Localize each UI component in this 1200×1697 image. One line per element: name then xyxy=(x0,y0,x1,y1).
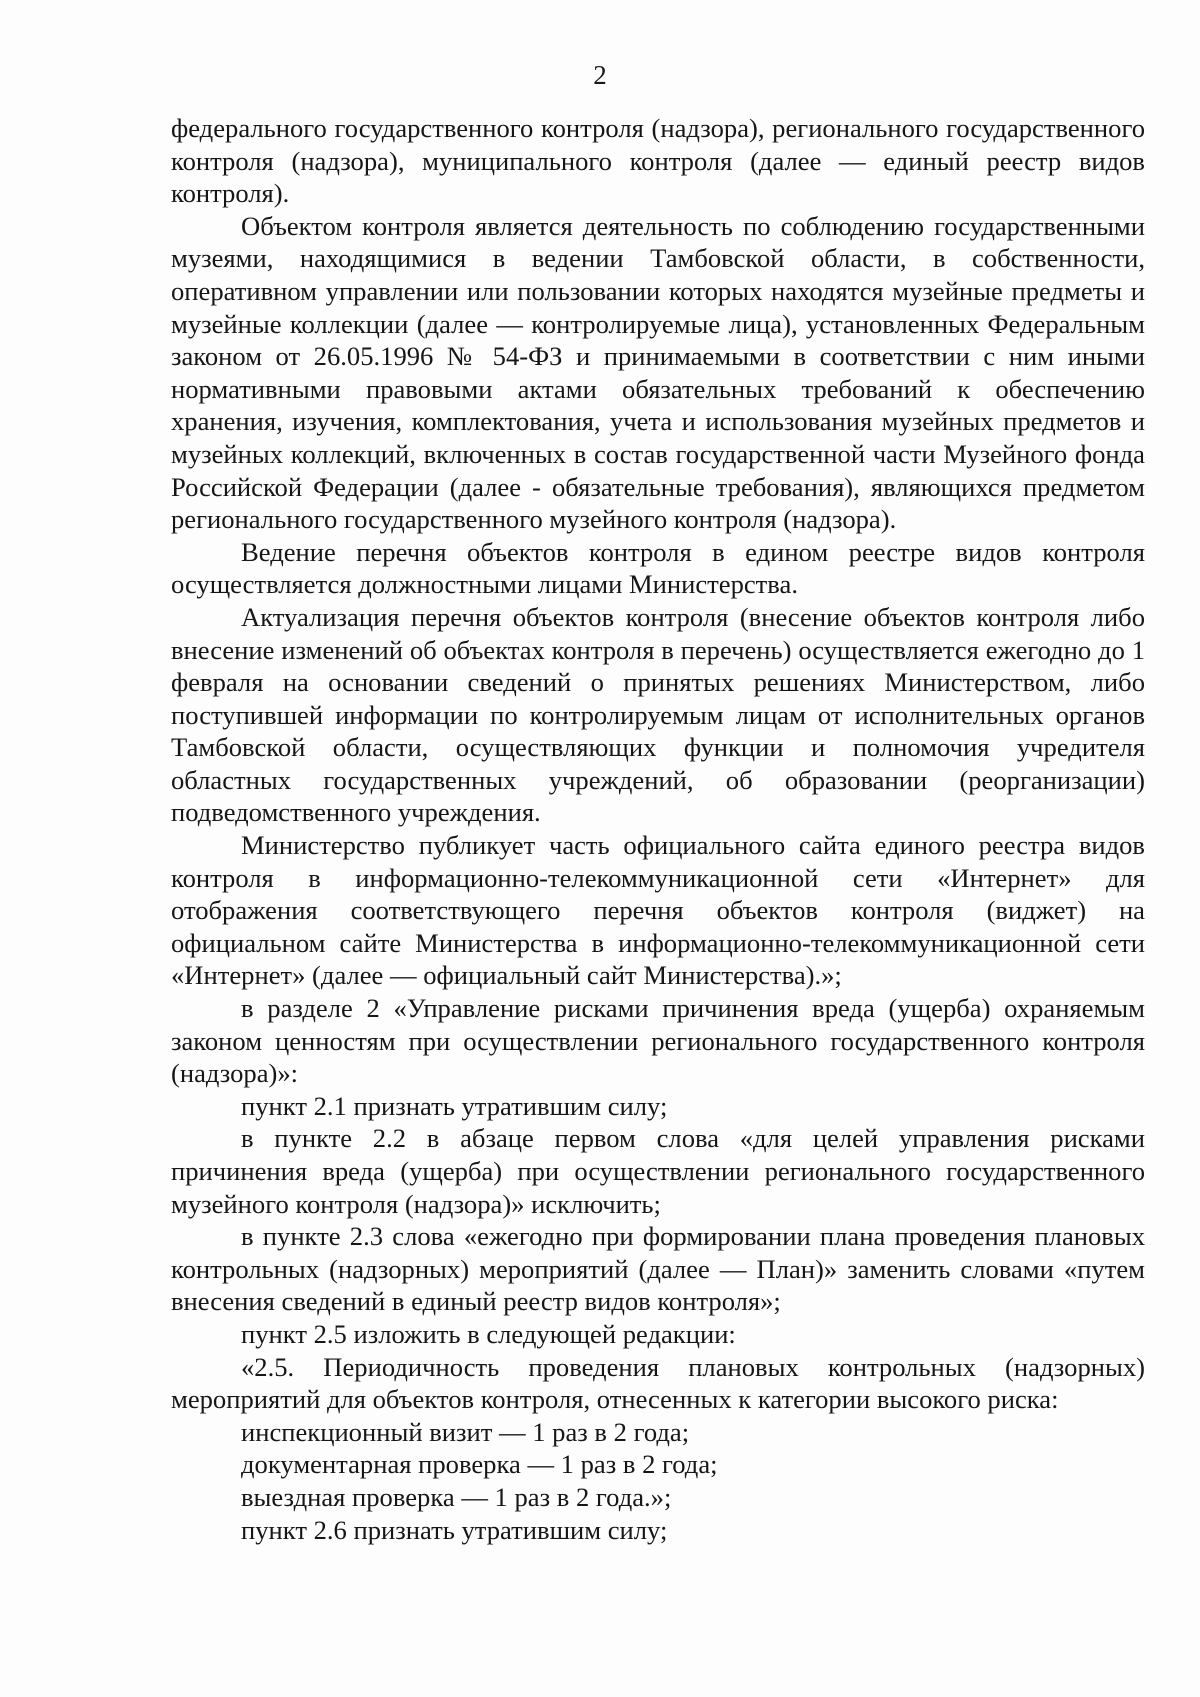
paragraph-section-2: в разделе 2 «Управление рисками причинения вреда (ущерба) охраняемым законом ценностям при осуществлении регионального государственного контроля (надзора)»: xyxy=(171,993,1145,1089)
paragraph-control-object: Объектом контроля является деятельность по соблюдению государственными музеями, находящимися в ведении Тамбовской области, в собственности, оперативном управлении или пользовании которых находятся музейные предметы и музейные коллекции (далее — контролируемые лица), установленных Федеральным законом от 26.05.1996 № 54-ФЗ и принимаемыми в соответствии с ним иными нормативными правовыми актами обязательных требований к обеспечению хранения, изучения, комплектования, учета и использования музейных предметов и музейных коллекций, включенных в состав государственной части Музейного фонда Российской Федерации (далее - обязательные требования), являющихся предметом регионального государственного музейного контроля (надзора). xyxy=(171,210,1145,535)
list-item-inspection-visit: инспекционный визит — 1 раз в 2 года; xyxy=(241,1416,690,1447)
paragraph-item-2-1: пункт 2.1 признать утратившим силу; xyxy=(241,1090,668,1121)
list-item-documentary-check: документарная проверка — 1 раз в 2 года; xyxy=(241,1449,718,1480)
paragraph-continuation: федерального государственного контроля (надзора), регионального государственного контроля (надзора), муниципального контроля (далее — единый реестр видов контроля). xyxy=(171,113,1145,209)
paragraph-website-publication: Министерство публикует часть официального сайта единого реестра видов контроля в информационно-телекоммуникационной сети «Интернет» для отображения соответствующего перечня объектов контроля (виджет) на официальном сайте Министерства в информационно-телекоммуникационной сети «Интернет» (далее — официальный сайт Министерства).»; xyxy=(171,830,1145,991)
paragraph-item-2-5: «2.5. Периодичность проведения плановых контрольных (надзорных) мероприятий для объектов контроля, отнесенных к категории высокого риска: xyxy=(171,1351,1145,1415)
document-body xyxy=(171,112,1145,1546)
paragraph-item-2-5-intro: пункт 2.5 изложить в следующей редакции: xyxy=(241,1318,736,1349)
page-number: 2 xyxy=(593,60,607,90)
paragraph-list-update: Актуализация перечня объектов контроля (внесение объектов контроля либо внесение изменений об объектах контроля в перечень) осуществляется ежегодно до 1 февраля на основании сведений о принятых решениях Министерством, либо поступившей информации по контролируемым лицам от исполнительных органов Тамбовской области, осуществляющих функции и полномочия учредителя областных государственных учреждений, об образовании (реорганизации) подведомственного учреждения. xyxy=(171,601,1145,828)
paragraph-item-2-3: в пункте 2.3 слова «ежегодно при формировании плана проведения плановых контрольных (надзорных) мероприятий (далее — План)» заменить словами «путем внесения сведений в единый реестр видов контроля»; xyxy=(171,1221,1145,1317)
paragraph-item-2-6: пункт 2.6 признать утратившим силу; xyxy=(241,1514,668,1545)
paragraph-registry-maintenance: Ведение перечня объектов контроля в едином реестре видов контроля осуществляется должностными лицами Министерства. xyxy=(171,536,1145,600)
list-item-field-check: выездная проверка — 1 раз в 2 года.»; xyxy=(241,1481,672,1512)
paragraph-item-2-2: в пункте 2.2 в абзаце первом слова «для целей управления рисками причинения вреда (ущерба) при осуществлении регионального государственного музейного контроля (надзора)» исключить; xyxy=(171,1123,1145,1219)
